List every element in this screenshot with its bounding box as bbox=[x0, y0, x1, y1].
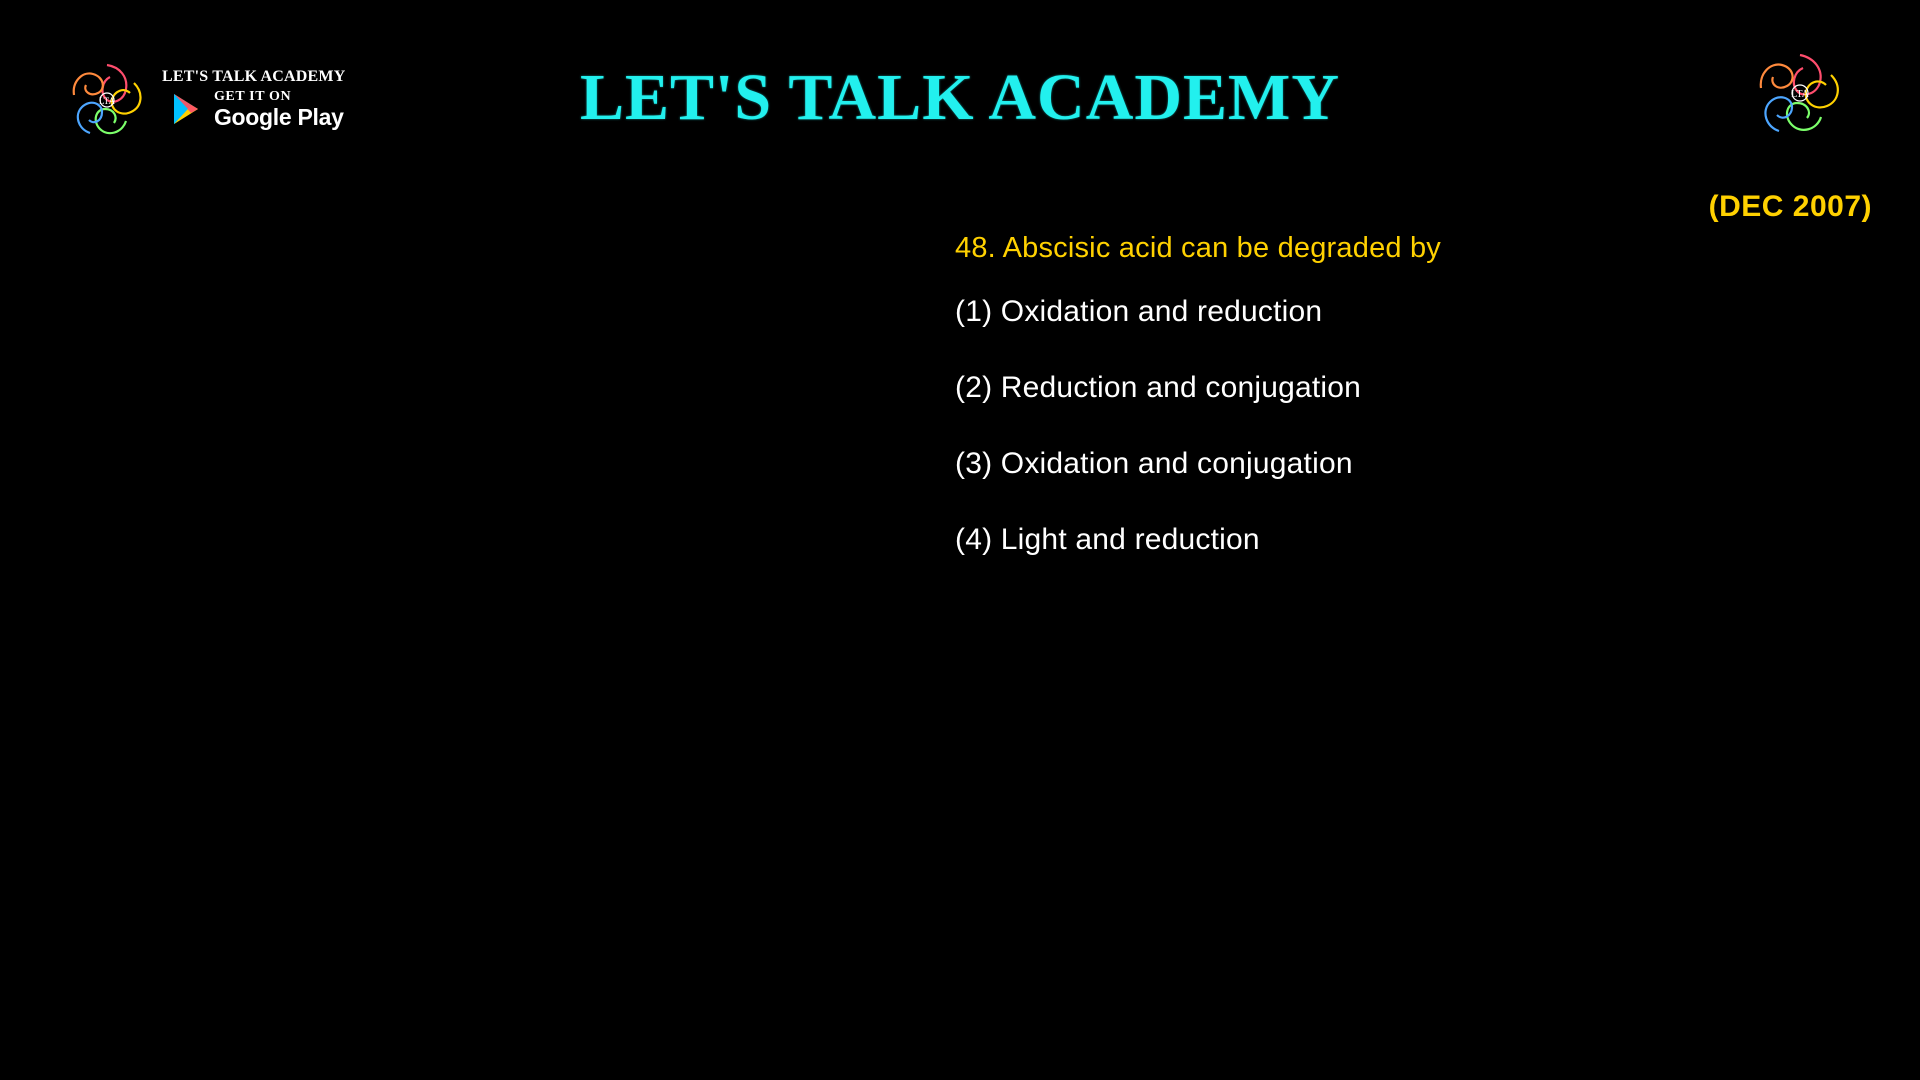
lta-circular-logo-icon-right bbox=[1745, 45, 1855, 145]
option-1[interactable]: (1) Oxidation and reduction bbox=[955, 295, 1323, 329]
svg-text:LTA: LTA bbox=[99, 96, 115, 106]
options-list bbox=[955, 294, 1855, 558]
option-4[interactable]: (4) Light and reduction bbox=[955, 523, 1260, 557]
question-text: 48. Abscisic acid can be degraded by bbox=[955, 232, 1442, 264]
page-header bbox=[0, 0, 1920, 175]
page-title: LET'S TALK ACADEMY bbox=[579, 61, 1341, 134]
svg-text:LTA: LTA bbox=[1791, 89, 1809, 100]
question-block bbox=[955, 230, 1855, 558]
badge-store-name: Google Play bbox=[213, 104, 344, 131]
option-2[interactable]: (2) Reduction and conjugation bbox=[955, 371, 1362, 405]
exam-session-label: (DEC 2007) bbox=[1708, 190, 1872, 223]
option-3[interactable]: (3) Oxidation and conjugation bbox=[955, 447, 1353, 481]
badge-academy-name: LET'S TALK ACADEMY bbox=[162, 68, 346, 86]
badge-get-it-on-label: GET IT ON bbox=[213, 88, 292, 104]
